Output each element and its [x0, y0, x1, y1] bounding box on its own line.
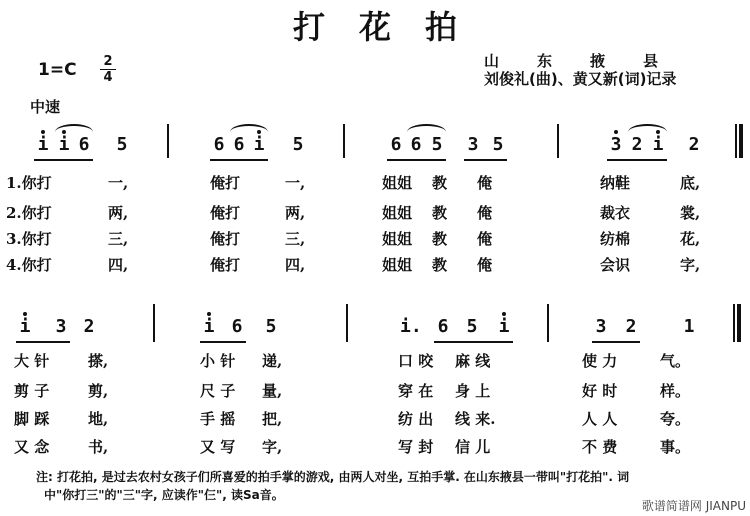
bar-line: [343, 124, 345, 158]
lyric-syllable: 量,: [262, 382, 283, 400]
lyric-syllable: 字,: [262, 438, 283, 456]
beam-line: [16, 341, 70, 343]
note: 5: [116, 134, 128, 155]
time-signature: [100, 55, 116, 84]
lyric-syllable: 2.你打: [6, 204, 52, 222]
lyric-syllable: 1.你打: [6, 174, 52, 192]
lyric-syllable: 4.你打: [6, 256, 52, 274]
lyric-syllable: 不 费: [582, 438, 618, 456]
lyric-syllable: 两,: [108, 204, 129, 222]
lyric-syllable: 俺: [477, 204, 493, 222]
lyric-syllable: 3.你打: [6, 230, 52, 248]
note: 3: [595, 316, 607, 337]
note: 6: [233, 134, 245, 155]
lyric-syllable: 手 摇: [200, 410, 236, 428]
beam-line: [434, 341, 513, 343]
lyric-syllable: 好 时: [582, 382, 618, 400]
note: 6: [390, 134, 402, 155]
bar-line: [153, 304, 155, 342]
lyric-syllable: 一,: [108, 174, 129, 192]
meter-top: 2: [103, 54, 113, 69]
footnote-line-2: 中"你打三"的"三"字, 应读作"仨", 读Sa音。: [44, 488, 284, 502]
bar-line: [167, 124, 169, 158]
note: 3: [607, 134, 625, 155]
lyric-syllable: 四,: [285, 256, 306, 274]
lyric-syllable: 身 上: [455, 382, 491, 400]
lyric-syllable: 脚 踩: [14, 410, 50, 428]
lyric-syllable: 会识: [600, 256, 631, 274]
lyric-syllable: 姐姐: [382, 204, 413, 222]
note: i: [250, 134, 268, 155]
note: 6: [231, 316, 243, 337]
note: 6: [213, 134, 225, 155]
lyric-syllable: 事。: [660, 438, 691, 456]
note: i: [16, 316, 34, 337]
bar-line: [547, 304, 549, 342]
note: 5: [292, 134, 304, 155]
slur-arc: [407, 124, 446, 132]
lyric-syllable: 四,: [108, 256, 129, 274]
lyric-syllable: 写 封: [398, 438, 434, 456]
note: 6: [437, 316, 449, 337]
beam-line: [200, 341, 246, 343]
final-bar-line: [733, 304, 741, 342]
note: 6: [78, 134, 90, 155]
lyric-syllable: 搽,: [88, 352, 109, 370]
note: 6: [410, 134, 422, 155]
lyric-syllable: 教: [432, 230, 448, 248]
lyric-syllable: 三,: [108, 230, 129, 248]
final-bar-line: [735, 124, 743, 158]
lyric-syllable: 纳鞋: [600, 174, 631, 192]
lyric-syllable: 俺打: [210, 174, 241, 192]
lyric-syllable: 裳,: [680, 204, 701, 222]
lyric-syllable: 俺打: [210, 204, 241, 222]
lyric-syllable: 人 人: [582, 410, 618, 428]
lyric-syllable: 姐姐: [382, 256, 413, 274]
lyric-syllable: 纺棉: [600, 230, 631, 248]
beam-line: [592, 341, 640, 343]
lyric-syllable: 底,: [680, 174, 701, 192]
note: 5: [431, 134, 443, 155]
lyric-syllable: 教: [432, 204, 448, 222]
meter-bottom: 4: [103, 70, 113, 85]
tempo-marking: 中速: [30, 98, 61, 116]
slur-arc: [55, 124, 93, 132]
lyric-syllable: 两,: [285, 204, 306, 222]
note: 5: [265, 316, 277, 337]
note: i: [34, 134, 52, 155]
bar-line: [557, 124, 559, 158]
note: i: [200, 316, 218, 337]
lyric-syllable: 花,: [680, 230, 701, 248]
lyric-syllable: 字,: [680, 256, 701, 274]
slur-arc: [230, 124, 268, 132]
lyric-syllable: 气。: [660, 352, 691, 370]
lyric-syllable: 俺打: [210, 256, 241, 274]
lyric-syllable: 大 针: [14, 352, 50, 370]
note: 5: [492, 134, 504, 155]
note: i: [495, 316, 513, 337]
lyric-syllable: 纺 出: [398, 410, 434, 428]
note: i.: [400, 316, 422, 337]
note: i: [55, 134, 73, 155]
beam-line: [607, 159, 667, 161]
lyric-syllable: 教: [432, 174, 448, 192]
page-title: 打花拍: [292, 8, 491, 46]
note: i: [649, 134, 667, 155]
lyric-syllable: 姐姐: [382, 230, 413, 248]
lyric-syllable: 一,: [285, 174, 306, 192]
beam-line: [387, 159, 446, 161]
lyric-syllable: 剪,: [88, 382, 109, 400]
lyric-syllable: 穿 在: [398, 382, 434, 400]
lyric-syllable: 口 咬: [398, 352, 434, 370]
lyric-syllable: 姐姐: [382, 174, 413, 192]
lyric-syllable: 书,: [88, 438, 109, 456]
lyric-syllable: 尺 子: [200, 382, 236, 400]
credit-line: 刘俊礼(曲)、黄又新(词)记录: [484, 70, 677, 88]
lyric-syllable: 俺: [477, 256, 493, 274]
lyric-syllable: 俺: [477, 230, 493, 248]
beam-line: [210, 159, 268, 161]
lyric-syllable: 样。: [660, 382, 691, 400]
lyric-syllable: 夸。: [660, 410, 691, 428]
key-signature: 1=C: [38, 60, 77, 80]
note: 2: [83, 316, 95, 337]
note: 2: [625, 316, 637, 337]
footnote-line-1: 注: 打花拍, 是过去农村女孩子们所喜爱的拍手掌的游戏, 由两人对坐, 互拍手掌. 在山东掖县一带叫"打花拍". 词: [36, 470, 630, 484]
lyric-syllable: 又 写: [200, 438, 236, 456]
note: 1: [683, 316, 695, 337]
lyric-syllable: 又 念: [14, 438, 50, 456]
note: 3: [55, 316, 67, 337]
lyric-syllable: 地,: [88, 410, 109, 428]
lyric-syllable: 俺打: [210, 230, 241, 248]
bar-line: [346, 304, 348, 342]
slur-arc: [628, 124, 667, 132]
note: 3: [467, 134, 479, 155]
lyric-syllable: 俺: [477, 174, 493, 192]
note: 2: [631, 134, 643, 155]
lyric-syllable: 信 儿: [455, 438, 491, 456]
beam-line: [34, 159, 93, 161]
lyric-syllable: 把,: [262, 410, 283, 428]
lyric-syllable: 剪 子: [14, 382, 50, 400]
watermark: 歌谱简谱网 JIANPU: [641, 499, 746, 513]
note: 5: [466, 316, 478, 337]
lyric-syllable: 小 针: [200, 352, 236, 370]
note: 2: [688, 134, 700, 155]
lyric-syllable: 裁衣: [600, 204, 631, 222]
lyric-syllable: 线 来.: [455, 410, 496, 428]
lyric-syllable: 教: [432, 256, 448, 274]
lyric-syllable: 麻 线: [455, 352, 491, 370]
lyric-syllable: 递,: [262, 352, 283, 370]
beam-line: [464, 159, 507, 161]
origin-region: 山东掖县: [484, 52, 697, 70]
lyric-syllable: 使 力: [582, 352, 618, 370]
lyric-syllable: 三,: [285, 230, 306, 248]
